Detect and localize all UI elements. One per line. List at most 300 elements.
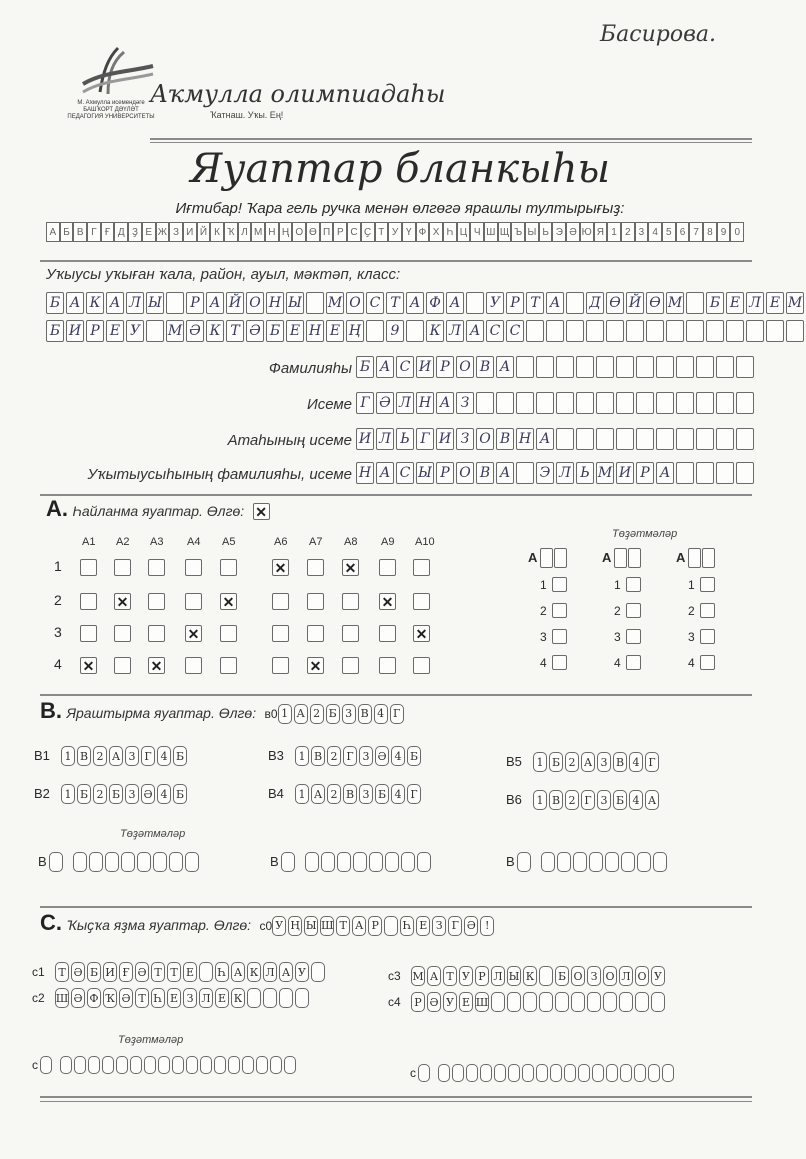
section-c-cell: Л (263, 962, 277, 982)
section-c-title: Ҡыҫҡа яҙма яуаптар. Өлгө: (66, 917, 252, 933)
section-b-correction-row (270, 852, 433, 872)
column-header: A9 (381, 536, 395, 548)
sample-letter-cell: Ф (416, 222, 430, 242)
school-letter-cell (706, 320, 724, 342)
section-c-correction-cell (452, 1064, 464, 1082)
school-letter-cell: Е (726, 292, 744, 314)
field-letter-cell (736, 462, 754, 484)
sample-cell: Т (336, 916, 350, 936)
sample-cell: Г (390, 704, 404, 724)
section-b-correction-cell (121, 852, 135, 872)
sample-letter-cell: Ч (470, 222, 484, 242)
section-b-correction-cell (573, 852, 587, 872)
school-letter-cell: А (206, 292, 224, 314)
column-header: A6 (274, 536, 288, 548)
field-letter-cell: Р (436, 462, 454, 484)
school-letter-cell: Ң (346, 320, 364, 342)
field-letter-cell: И (436, 428, 454, 450)
answer-checkbox (114, 625, 131, 642)
section-c-correction-cell (662, 1064, 674, 1082)
section-b-item (506, 752, 661, 772)
section-b-correction-cell (653, 852, 667, 872)
section-c-correction-row (410, 1064, 676, 1082)
section-c-cell (279, 988, 293, 1008)
sample-letter-cell: Ә (566, 222, 580, 242)
correction-row-label: 4 (614, 656, 621, 670)
sample-cell: 1 (278, 704, 292, 724)
sample-letter-cell: Б (60, 222, 74, 242)
field-value-row (356, 462, 756, 484)
correction-number-cell (614, 548, 627, 568)
section-c-correction-cell (494, 1064, 506, 1082)
sample-letter-cell: Щ (498, 222, 512, 242)
school-letter-cell (766, 320, 784, 342)
correction-number-cell (702, 548, 715, 568)
school-letter-cell: Н (266, 292, 284, 314)
section-b-cell: 2 (93, 746, 107, 766)
field-letter-cell: М (596, 462, 614, 484)
section-b-correction-row (506, 852, 669, 872)
section-c-correction-cell (200, 1056, 212, 1074)
section-c-correction-cell (606, 1064, 618, 1082)
field-letter-cell: Н (356, 462, 374, 484)
school-letter-cell (586, 320, 604, 342)
sample-cell: А (352, 916, 366, 936)
field-letter-cell (516, 392, 534, 414)
school-letter-cell: Р (86, 320, 104, 342)
field-letter-cell: Ь (396, 428, 414, 450)
correction-row-label: 3 (614, 630, 621, 644)
field-letter-cell (736, 392, 754, 414)
section-b-cell: 4 (629, 752, 643, 772)
sample-cell: ! (480, 916, 494, 936)
section-b-correction-cell (353, 852, 367, 872)
school-letter-cell: М (166, 320, 184, 342)
sample-letter-cell: Ҡ (224, 222, 238, 242)
school-letter-cell (566, 292, 584, 314)
field-letter-cell (616, 392, 634, 414)
school-letter-cell: Л (746, 292, 764, 314)
school-letter-cell: И (66, 320, 84, 342)
field-letter-cell (496, 392, 514, 414)
section-c-cell (619, 992, 633, 1012)
answer-checkbox (379, 593, 396, 610)
school-letter-cell: Й (626, 292, 644, 314)
field-letter-cell: Ә (376, 392, 394, 414)
answer-checkbox (220, 559, 237, 576)
correction-number-cell (688, 548, 701, 568)
sample-cell: 4 (374, 704, 388, 724)
field-letter-cell: А (496, 356, 514, 378)
field-label: Исеме (306, 396, 352, 413)
column-header: A1 (82, 536, 96, 548)
section-c-cell (571, 992, 585, 1012)
logo (78, 44, 158, 102)
correction-checkbox (626, 603, 641, 618)
answer-checkbox (413, 593, 430, 610)
section-c-cell: Л (199, 988, 213, 1008)
section-b-cell: 4 (629, 790, 643, 810)
section-b-correction-cell (605, 852, 619, 872)
school-letter-cell: К (426, 320, 444, 342)
school-letter-cell: Л (126, 292, 144, 314)
school-letter-cell: Л (446, 320, 464, 342)
field-letter-cell (636, 428, 654, 450)
field-letter-cell (716, 356, 734, 378)
answer-checkbox (379, 625, 396, 642)
section-b-correction-cell (153, 852, 167, 872)
sample-letter-cell: Ө (306, 222, 320, 242)
answer-checkbox (80, 657, 97, 674)
sample-letter-cell: Г (87, 222, 101, 242)
sample-letter-cell: 0 (730, 222, 744, 242)
section-c-correction-cell (592, 1064, 604, 1082)
section-b-cell: Б (109, 784, 123, 804)
school-letter-cell (606, 320, 624, 342)
field-letter-cell: А (656, 462, 674, 484)
section-c-correction-cell (60, 1056, 72, 1074)
section-c-item (32, 962, 327, 982)
field-label: Уҡытыусыһының фамилияһы, исеме (87, 466, 352, 483)
answer-checkbox (307, 593, 324, 610)
answer-checkbox (307, 657, 324, 674)
sample-letter-cell: С (347, 222, 361, 242)
field-letter-cell: О (456, 462, 474, 484)
sample-letter-cell: Х (429, 222, 443, 242)
school-line1 (46, 292, 806, 314)
sample-letter-cell: Ғ (101, 222, 115, 242)
field-letter-cell (716, 392, 734, 414)
answer-checkbox (114, 657, 131, 674)
section-b-sample (278, 705, 406, 722)
sample-cell: Е (416, 916, 430, 936)
school-letter-cell: М (326, 292, 344, 314)
field-letter-cell (636, 392, 654, 414)
section-b-correction-cell (321, 852, 335, 872)
school-letter-cell: Б (46, 320, 64, 342)
correction-checkbox (552, 629, 567, 644)
field-letter-cell (696, 356, 714, 378)
field-letter-cell (656, 428, 674, 450)
section-b-cell: Б (77, 784, 91, 804)
section-c-correction-cell (74, 1056, 86, 1074)
correction-letter: A (602, 550, 612, 566)
answer-checkbox (272, 559, 289, 576)
school-letter-cell (686, 320, 704, 342)
school-letter-cell (686, 292, 704, 314)
section-b-letter: B. (40, 698, 62, 723)
section-b-cell: В (613, 752, 627, 772)
section-c-cell: Е (183, 962, 197, 982)
field-letter-cell (696, 392, 714, 414)
correction-checkbox (552, 655, 567, 670)
section-c-cell: У (651, 966, 665, 986)
field-letter-cell: В (496, 428, 514, 450)
section-b-item-label: B4 (268, 786, 284, 802)
school-letter-cell: А (66, 292, 84, 314)
sample-letter-cell: Е (142, 222, 156, 242)
school-letter-cell: С (486, 320, 504, 342)
school-letter-cell: Б (46, 292, 64, 314)
answer-checkbox (413, 559, 430, 576)
answer-checkbox (220, 657, 237, 674)
section-b-cell: Г (645, 752, 659, 772)
section-c-cell: Һ (215, 962, 229, 982)
school-letter-cell: Е (326, 320, 344, 342)
sample-cell: А (294, 704, 308, 724)
school-letter-cell: Ф (426, 292, 444, 314)
instruction: Иғтибар! Ҡара гель ручка менән өлгөгә ярашлы тултырығыҙ: (175, 200, 625, 217)
sample-letter-cell: Э (552, 222, 566, 242)
section-c-correction-cell (88, 1056, 100, 1074)
section-c-correction-cell (536, 1064, 548, 1082)
answer-checkbox (342, 593, 359, 610)
section-c-correction-cell (228, 1056, 240, 1074)
section-b-correction-cell (517, 852, 531, 872)
section-b-correction-cell (557, 852, 571, 872)
section-c-cell (311, 962, 325, 982)
school-letter-cell (366, 320, 384, 342)
motto: Ҡатнаш. Уҡы. Ең! (210, 110, 284, 120)
field-letter-cell: И (616, 462, 634, 484)
section-b-cell: Б (407, 746, 421, 766)
school-letter-cell (466, 292, 484, 314)
section-b-item (268, 784, 423, 804)
school-letter-cell: У (486, 292, 504, 314)
sample-letter-cell: Т (375, 222, 389, 242)
section-b-cell: 1 (61, 746, 75, 766)
field-letter-cell (696, 428, 714, 450)
correction-header (602, 548, 642, 568)
sample-letter-cell: А (46, 222, 60, 242)
section-b-correction-cell (637, 852, 651, 872)
section-c-correction-cell (116, 1056, 128, 1074)
section-c-correction-label: с (32, 1058, 38, 1073)
field-value-row (356, 356, 756, 378)
field-value-row (356, 392, 756, 414)
school-letter-cell: Ы (286, 292, 304, 314)
row-label: 3 (54, 624, 62, 640)
field-letter-cell: А (536, 428, 554, 450)
section-b-correction-cell (305, 852, 319, 872)
sample-letter-cell: 3 (635, 222, 649, 242)
section-c-cell: Ә (135, 962, 149, 982)
sample-cell: Б (326, 704, 340, 724)
section-c-cell: К (247, 962, 261, 982)
school-letter-cell (646, 320, 664, 342)
handwritten-name: Басирова. (600, 22, 717, 47)
sample-cell: Ш (320, 916, 334, 936)
section-b-item (506, 790, 661, 810)
section-b-item (34, 746, 189, 766)
school-letter-cell: С (506, 320, 524, 342)
row-label: 1 (54, 558, 62, 574)
answer-checkbox (307, 625, 324, 642)
school-letter-cell: А (406, 292, 424, 314)
section-c-correction-cell (620, 1064, 632, 1082)
field-letter-cell (716, 462, 734, 484)
section-c-correction-cell (256, 1056, 268, 1074)
section-b-cell: 4 (391, 784, 405, 804)
section-c-cell (263, 988, 277, 1008)
section-b-cell: Б (375, 784, 389, 804)
section-b-correction-cell (49, 852, 63, 872)
school-letter-cell: А (446, 292, 464, 314)
section-b-sample-label: в0 (264, 707, 278, 721)
field-letter-cell (716, 428, 734, 450)
sample-letter-cell: Н (265, 222, 279, 242)
field-label: Атаһының исеме (227, 432, 352, 449)
section-b-cell: Г (581, 790, 595, 810)
section-b-item (268, 746, 423, 766)
school-letter-cell: Т (526, 292, 544, 314)
field-letter-cell (536, 356, 554, 378)
section-c-cell (523, 992, 537, 1012)
section-c-cell (651, 992, 665, 1012)
sample-cell: Ң (288, 916, 302, 936)
section-b-cell: 4 (157, 746, 171, 766)
field-letter-cell: С (396, 356, 414, 378)
section-c-correction-cell (214, 1056, 226, 1074)
answer-checkbox (342, 625, 359, 642)
answer-checkbox (148, 657, 165, 674)
column-header: A2 (116, 536, 130, 548)
section-c-correction-cell (466, 1064, 478, 1082)
answer-checkbox (413, 625, 430, 642)
correction-number-cell (554, 548, 567, 568)
sample-letter-cell: М (251, 222, 265, 242)
section-b-cell: 2 (327, 746, 341, 766)
sample-letter-cell: 1 (607, 222, 621, 242)
field-letter-cell: В (476, 356, 494, 378)
school-letter-cell (406, 320, 424, 342)
school-letter-cell: Б (266, 320, 284, 342)
answer-checkbox (307, 559, 324, 576)
field-letter-cell: С (396, 462, 414, 484)
field-letter-cell (736, 428, 754, 450)
correction-row-label: 3 (540, 630, 547, 644)
section-c-letter: C. (40, 910, 62, 935)
school-letter-cell (626, 320, 644, 342)
section-c-cell: Т (443, 966, 457, 986)
sample-letter-cell: Ҙ (128, 222, 142, 242)
section-c-correction-row (32, 1056, 298, 1074)
section-c-cell (507, 992, 521, 1012)
section-c-cell: Е (167, 988, 181, 1008)
sample-letter-cell: 2 (621, 222, 635, 242)
section-c-cell (247, 988, 261, 1008)
section-c-cell: Л (619, 966, 633, 986)
field-letter-cell (656, 392, 674, 414)
field-letter-cell: А (376, 356, 394, 378)
section-c-cell: Р (475, 966, 489, 986)
section-c-cell: А (231, 962, 245, 982)
section-c-cell: М (411, 966, 425, 986)
section-b-cell: 1 (533, 790, 547, 810)
sample-letter-cell: Ъ (511, 222, 525, 242)
sample-letter-cell: И (183, 222, 197, 242)
section-b-correction-row (38, 852, 201, 872)
school-letter-cell: У (126, 320, 144, 342)
correction-row-label: 1 (614, 578, 621, 592)
field-letter-cell: А (496, 462, 514, 484)
correction-checkbox (700, 629, 715, 644)
section-c-correction-cell (130, 1056, 142, 1074)
field-letter-cell (676, 428, 694, 450)
field-letter-cell: Р (436, 356, 454, 378)
section-c-cell: О (603, 966, 617, 986)
school-line2 (46, 320, 806, 342)
section-c-cell: Т (135, 988, 149, 1008)
section-c-corrections-label: Төҙәтмәләр (118, 1034, 184, 1046)
sample-letter-cell: У (388, 222, 402, 242)
answer-checkbox (148, 593, 165, 610)
sample-letter-cell: Ң (279, 222, 293, 242)
section-b-cell: 3 (597, 752, 611, 772)
field-letter-cell: З (456, 428, 474, 450)
school-letter-cell (786, 320, 804, 342)
section-b-item-label: B3 (268, 748, 284, 764)
field-letter-cell (616, 356, 634, 378)
sample-cell: Һ (400, 916, 414, 936)
section-c-correction-cell (564, 1064, 576, 1082)
section-c-correction-cell (522, 1064, 534, 1082)
field-letter-cell (516, 462, 534, 484)
section-c-cell (539, 966, 553, 986)
field-letter-cell (536, 392, 554, 414)
answer-checkbox (80, 559, 97, 576)
field-letter-cell (676, 462, 694, 484)
section-c-correction-cell (578, 1064, 590, 1082)
school-letter-cell: М (666, 292, 684, 314)
field-letter-cell: О (456, 356, 474, 378)
school-letter-cell: Й (226, 292, 244, 314)
section-b-cell: Б (173, 746, 187, 766)
field-letter-cell: Н (416, 392, 434, 414)
sample-letter-cell: Ж (156, 222, 170, 242)
correction-checkbox (626, 577, 641, 592)
section-c-cell (199, 962, 213, 982)
school-letter-cell: К (86, 292, 104, 314)
section-c-cell: З (183, 988, 197, 1008)
section-b-correction-cell (73, 852, 87, 872)
section-b-cell: В (77, 746, 91, 766)
section-c-correction-cell (270, 1056, 282, 1074)
field-letter-cell (476, 392, 494, 414)
field-letter-cell: Г (416, 428, 434, 450)
field-letter-cell: З (456, 392, 474, 414)
school-letter-cell: Ө (606, 292, 624, 314)
org-line2: БАШҠОРТ ДӘҮЛӘТ (83, 107, 139, 113)
section-c-correction-cell (418, 1064, 430, 1082)
section-c-cell: Ы (507, 966, 521, 986)
field-letter-cell: А (376, 462, 394, 484)
school-letter-cell: А (466, 320, 484, 342)
section-b-cell: В (311, 746, 325, 766)
section-b-cell: 3 (125, 784, 139, 804)
field-letter-cell: О (476, 428, 494, 450)
section-b-cell: 2 (327, 784, 341, 804)
sample-cell: В (358, 704, 372, 724)
school-letter-cell: Е (106, 320, 124, 342)
column-header: A7 (309, 536, 323, 548)
section-c-cell: О (571, 966, 585, 986)
section-b-item (34, 784, 189, 804)
school-letter-cell: Р (506, 292, 524, 314)
correction-row-label: 4 (688, 656, 695, 670)
section-b-correction-cell (385, 852, 399, 872)
section-b-correction-cell (185, 852, 199, 872)
